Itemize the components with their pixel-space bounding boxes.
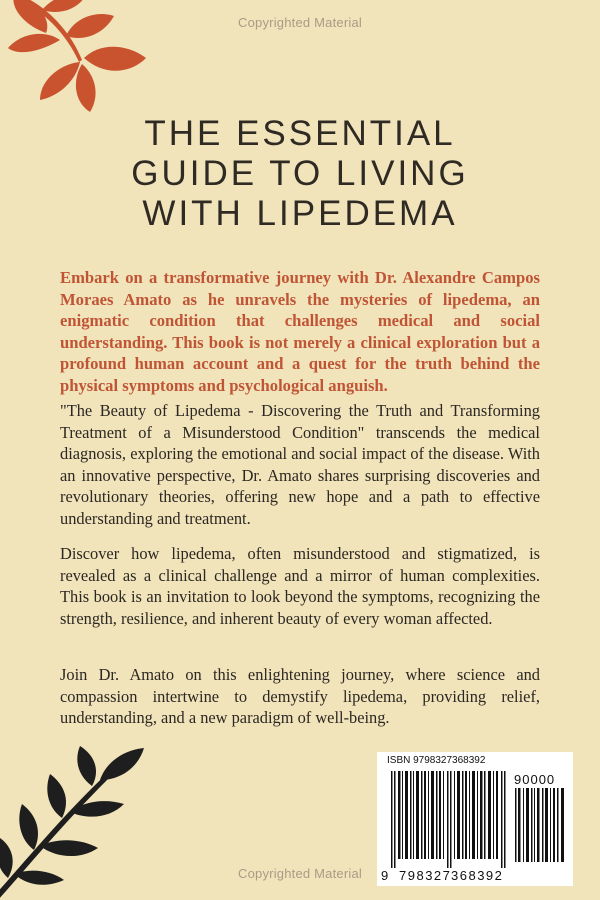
price-code: 90000	[514, 772, 556, 787]
title-line-1: THE ESSENTIAL	[144, 114, 456, 153]
watermark-bottom: Copyrighted Material	[238, 866, 362, 881]
barcode-digits-left: 798327	[399, 868, 452, 883]
watermark-top: Copyrighted Material	[238, 15, 362, 30]
barcode-digits-right: 368392	[451, 868, 504, 883]
barcode-bars-icon	[391, 771, 507, 868]
addon-barcode-bars-icon	[515, 788, 565, 862]
orange-leaf-branch-icon	[0, 0, 160, 115]
description-paragraph-3: Join Dr. Amato on this enlightening journey, where science and compassion intertwine to demystify lipedema, providing relief, understanding, and a new paradigm of well-being.	[60, 665, 540, 727]
book-title	[0, 114, 600, 234]
barcode-digit-first: 9	[381, 868, 390, 883]
description-paragraph-2: Discover how lipedema, often misunderstood and stigmatized, is revealed as a clinical challenge and a mirror of human complexities. This book is an invitation to look beyond the symptoms, recognizing the strength, resilience, and inherent beauty of every woman affected.	[60, 544, 540, 628]
description-paragraph-1: "The Beauty of Lipedema - Discovering the Truth and Transforming Treatment of a Misunderstood Condition" transcends the medical diagnosis, exploring the emotional and social impact of the disease. With an innovative perspective, Dr. Amato shares surprising discoveries and revolutionary theories, offering new hope and a path to effective understanding and treatment.	[60, 401, 540, 528]
title-line-3: WITH LIPEDEMA	[142, 194, 458, 233]
intro-paragraph: Embark on a transformative journey with Dr. Alexandre Campos Moraes Amato as he unravels the mysteries of lipedema, an enigmatic condition that challenges medical and social understanding. This book is not merely a clinical exploration but a profound human account and a quest for the truth behind the physical symptoms and psychological anguish.	[60, 268, 540, 395]
title-line-2: GUIDE TO LIVING	[131, 154, 469, 193]
isbn-label: ISBN 9798327368392	[387, 755, 486, 766]
